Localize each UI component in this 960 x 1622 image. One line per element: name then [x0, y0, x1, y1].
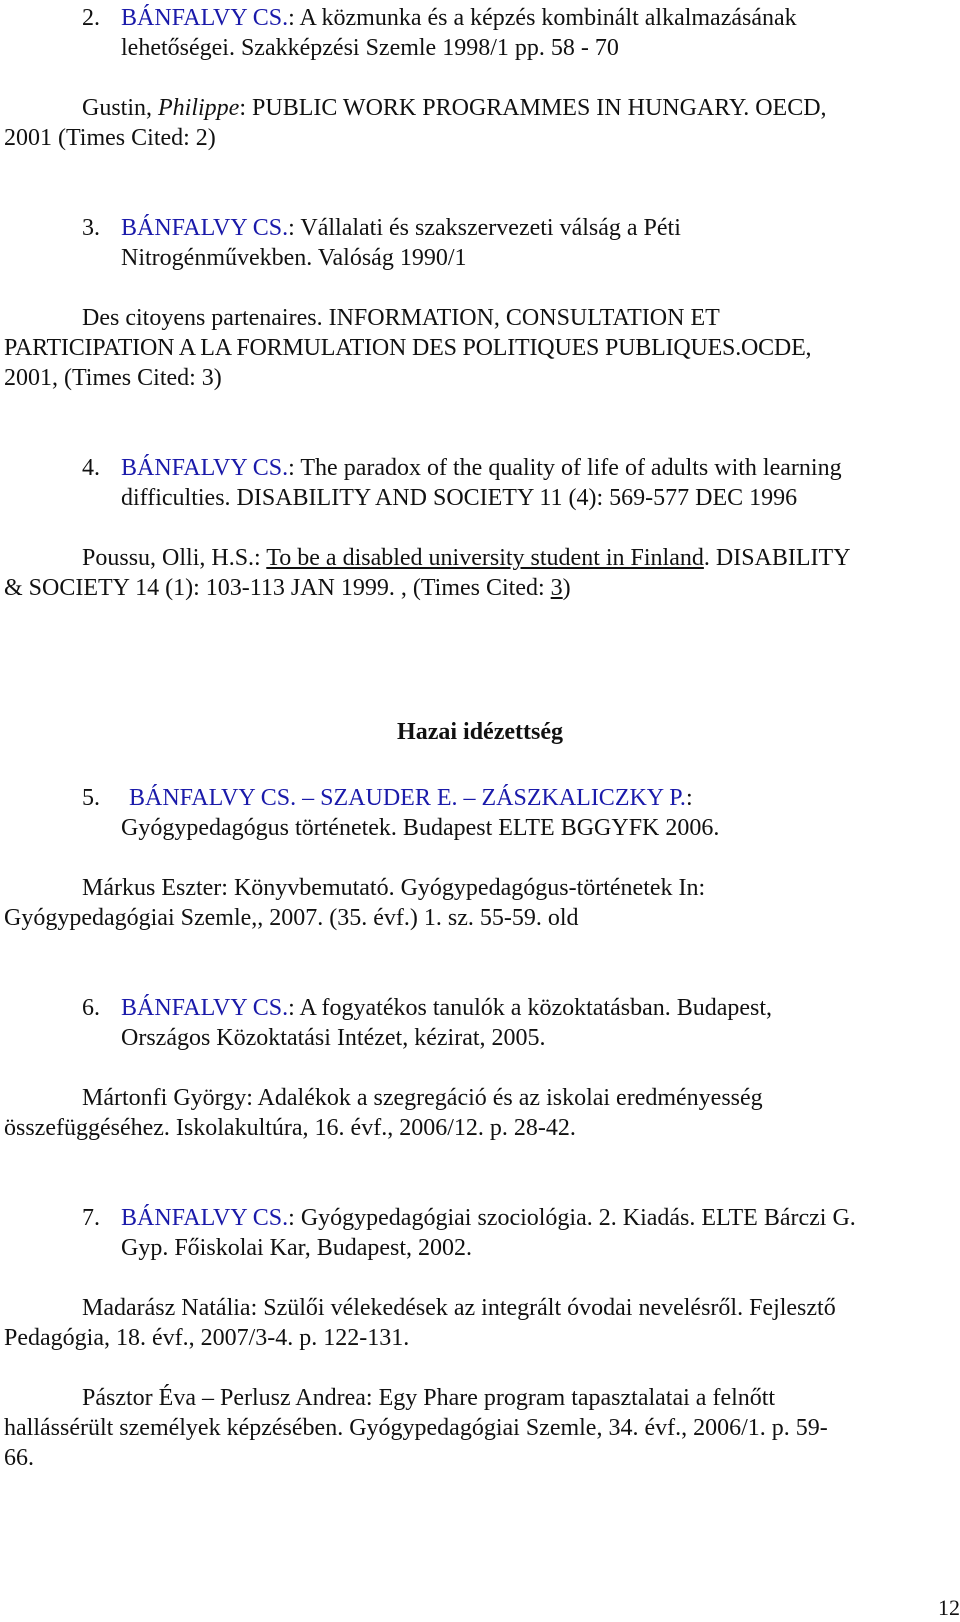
entry-6-number: 6. [82, 995, 100, 1021]
citation-4-author: Poussu, Olli, H.S.: [82, 545, 267, 571]
citation-2-author-last: Gustin, [82, 95, 159, 121]
citation-2-author-first: Philippe [158, 95, 240, 121]
entry-6-title: : A fogyatékos tanulók a közoktatásban. Budapest, [288, 995, 773, 1021]
entry-5-colon: : [685, 785, 693, 811]
citation-3-line-1: Des citoyens partenaires. INFORMATION, CONSULTATION ET [82, 305, 720, 331]
entry-3-line-1 [121, 213, 681, 243]
citation-7b-line-3: 66. [4, 1445, 34, 1471]
entry-5-line-1 [129, 783, 693, 813]
entry-4-number: 4. [82, 455, 100, 481]
entry-3-number: 3. [82, 215, 100, 241]
citation-4-line-2 [4, 573, 571, 603]
entry-7-title: : Gyógypedagógiai szociológia. 2. Kiadás. ELTE Bárczi G. [288, 1205, 856, 1231]
entry-2-line-1 [121, 3, 797, 33]
entry-4-line-2: difficulties. DISABILITY AND SOCIETY 11 (4): 569-577 DEC 1996 [121, 485, 798, 511]
citation-2-title: : PUBLIC WORK PROGRAMMES IN HUNGARY. OECD, [239, 95, 827, 121]
entry-7-number: 7. [82, 1205, 100, 1231]
entry-7-line-2: Gyp. Főiskolai Kar, Budapest, 2002. [121, 1235, 473, 1261]
citation-2-line-1 [82, 93, 827, 123]
citation-6-line-1: Mártonfi György: Adalékok a szegregáció és az iskolai eredményesség [82, 1085, 763, 1111]
entry-5-number: 5. [82, 785, 100, 811]
citation-7b-line-1: Pásztor Éva – Perlusz Andrea: Egy Phare program tapasztalatai a felnőtt [82, 1385, 776, 1411]
entry-6-line-2: Országos Közoktatási Intézet, kézirat, 2005. [121, 1025, 546, 1051]
citation-4-close-paren: ) [562, 575, 571, 601]
page-number: 12 [938, 1595, 960, 1620]
entry-2-title: : A közmunka és a képzés kombinált alkalmazásának [288, 5, 797, 31]
entry-6-author: BÁNFALVY CS. [121, 995, 289, 1021]
section-heading: Hazai idézettség [397, 719, 563, 745]
citation-2-line-2: 2001 (Times Cited: 2) [4, 125, 216, 151]
citation-4-journal: . DISABILITY [703, 545, 851, 571]
entry-7-line-1 [121, 1203, 856, 1233]
entry-4-title: : The paradox of the quality of life of adults with learning [288, 455, 842, 481]
entry-3-title: : Vállalati és szakszervezeti válság a Péti [288, 215, 681, 241]
entry-2-line-2: lehetőségei. Szakképzési Szemle 1998/1 pp. 58 - 70 [121, 35, 619, 61]
entry-3-author: BÁNFALVY CS. [121, 215, 289, 241]
citation-3-line-3: 2001, (Times Cited: 3) [4, 365, 222, 391]
citation-4-line-1 [82, 543, 851, 573]
citation-7a-line-2: Pedagógia, 18. évf., 2007/3-4. p. 122-131. [4, 1325, 410, 1351]
citation-7a-line-1: Madarász Natália: Szülői vélekedések az integrált óvodai nevelésről. Fejlesztő [82, 1295, 836, 1321]
citation-5-line-2: Gyógypedagógiai Szemle,, 2007. (35. évf.) 1. sz. 55-59. old [4, 905, 579, 931]
citation-5-line-1: Márkus Eszter: Könyvbemutató. Gyógypedagógus-történetek In: [82, 875, 706, 901]
entry-3-line-2: Nitrogénművekben. Valóság 1990/1 [121, 245, 467, 271]
citation-3-line-2: PARTICIPATION A LA FORMULATION DES POLITIQUES PUBLIQUES.OCDE, [4, 335, 812, 361]
entry-2-author: BÁNFALVY CS. [121, 5, 289, 31]
citation-6-line-2: összefüggéséhez. Iskolakultúra, 16. évf., 2006/12. p. 28-42. [4, 1115, 576, 1141]
entry-4-author: BÁNFALVY CS. [121, 455, 289, 481]
entry-7-author: BÁNFALVY CS. [121, 1205, 289, 1231]
entry-6-line-1 [121, 993, 772, 1023]
citation-7b-line-2: hallássérült személyek képzésében. Gyógypedagógiai Szemle, 34. évf., 2006/1. p. 59- [4, 1415, 828, 1441]
entry-2-number: 2. [82, 5, 100, 31]
entry-5-authors: BÁNFALVY CS. – SZAUDER E. – ZÁSZKALICZKY P. [129, 785, 686, 811]
citation-4-times-cited-link[interactable]: 3 [550, 575, 563, 601]
entry-5-line-2: Gyógypedagógus történetek. Budapest ELTE BGGYFK 2006. [121, 815, 720, 841]
citation-4-title-link[interactable]: To be a disabled university student in Finland [266, 545, 704, 571]
entry-4-line-1 [121, 453, 842, 483]
citation-4-details: & SOCIETY 14 (1): 103-113 JAN 1999. , (Times Cited: [4, 575, 551, 601]
